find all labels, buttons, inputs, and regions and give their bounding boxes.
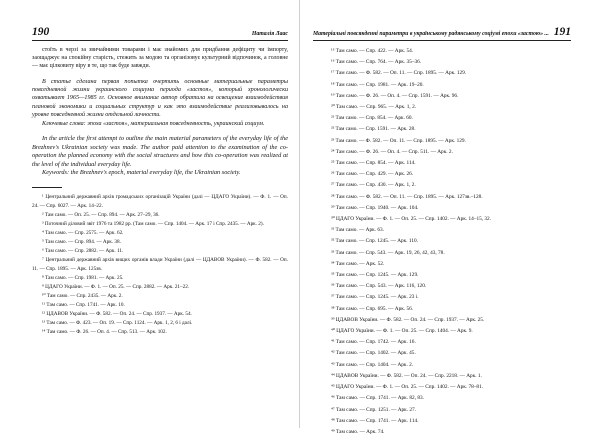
note-item: ¹⁵ Там само. — Спр. 422. — Арк. 54. <box>331 48 414 54</box>
left-page <box>0 0 300 428</box>
note-item: ³¹ Там само. — Арк. 63. <box>331 227 384 234</box>
note-item: ⁴² Там само. — Спр. 1402. — Арк. 45. <box>331 350 416 357</box>
note-item: ³⁴ Там само. — Арк. 52. <box>331 260 385 267</box>
note-item: ¹⁸ Там само. — Спр. 1981. — Арк. 19–20. <box>331 81 424 88</box>
footnote: ⁹ ЦДАГО України. — Ф. 1. — Оп. 25. — Спр. 2882. — Арк. 21–22. <box>42 284 190 291</box>
footnote: ¹³ Там само. — Ф. 423. — Оп. 19. — Спр. 1124. — Арк. 1, 2, 6 і далі. <box>42 320 193 327</box>
footnote: ⁴ Там само. — Спр. 2575. — Арк. 62. <box>42 230 124 237</box>
abstract-ru: В статье сделана первая попытка очертить основные материальные параметры повседневной жизни украинского социума периода «застоя», который хронологически охватывает 1965—1985 гг. Основное внимание автор обратила на освещение взаимодействия плановой экономики и социальных структур и как это взаимодействие реализовывалось на уровне повседневной жизни отдельной личности. <box>32 78 288 119</box>
note-item: ³⁰ ЦДАГО України. — Ф. 1. — Оп. 25. — Спр. 1402. — Арк. 14–15, 32. <box>331 216 492 223</box>
abstract-en: In the article the first attempt to outline the main material parameters of the everyday life of the Brezhnev's Ukrainian society was made. The author paid attention to the examination of the co-operation the planned economy with the social structures and how this co-operation was realized at the level of the individual everyday life. <box>32 135 288 168</box>
footnote: ¹⁰ Там само. — Спр. 2435. — Арк. 2. <box>42 293 123 300</box>
note-item: ²¹ Там само. — Спр. 854. — Арк. 60. <box>331 115 413 122</box>
footnote: ⁵ Там само. — Спр. 894. — Арк. 38. <box>42 239 121 246</box>
right-page <box>302 0 600 435</box>
footnote-divider <box>32 187 62 188</box>
note-item: ¹⁶ Там само. — Спр. 764. — Арк. 35–36. <box>331 59 422 66</box>
footnote: ⁷ Центральний державний архів вищих органів влади України (далі — ЦДАВОВ України). — Ф. 582. — Оп. 11. — Спр. 1895. — Арк. 125зв. <box>32 257 288 273</box>
note-item: ²⁶ Там само. — Спр. 429. — Арк. 26. <box>331 171 414 178</box>
note-item: ⁴⁰ ЦДАГО України. — Ф. 1. — Оп. 25. — Спр. 1404. — Арк. 9. <box>331 328 473 335</box>
note-item: ³⁷ Там само. — Спр. 1245. — Арк. 23 і. <box>331 294 419 301</box>
note-item: ²² Там само. — Спр. 1591. — Арк. 28. <box>331 126 416 133</box>
note-item: ³⁹ ЦДАВОВ України. — Ф. 582. — Оп. 24. — Спр. 1937. — Арк. 25. <box>331 316 485 323</box>
left-page-body <box>32 46 288 337</box>
left-page-number: 190 <box>32 26 50 38</box>
note-item: ⁴⁹ Там само. — Арк. 74. <box>331 428 385 435</box>
footnote: ⁸ Там само. — Спр. 1981. — Арк. 25. <box>42 275 124 282</box>
note-item: ²⁵ Там само. — Спр. 854. — Арк. 114. <box>331 160 416 167</box>
footnote: ¹² ЦДАВОВ України. — Ф. 582. — Оп. 24. — Спр. 1937. — Арк. 54. <box>42 311 192 318</box>
right-running-head <box>313 26 571 41</box>
opening-paragraph: стоїть в черзі за звичайними товарами і має знайомих для придбання дефіциту чи імпорту, заощаджує на спокійну старість, стежить за модою та організовує культурний відпочинок, а головне — має цілковиту віру в те, що так буде завжди. <box>32 47 288 70</box>
footnote: ³ Поточний діловий звіт 1976 та 1982 рр. (Там само. — Спр. 1404. — Арк. 17 і Спр. 2435. — Арк. 2). <box>42 221 264 228</box>
note-item: ⁴⁴ ЦДАВОВ України. — Ф. 582. — Оп. 24. — Спр. 2218. — Арк. 1. <box>331 372 482 379</box>
footnote: ¹⁴ Там само. — Ф. 26. — Оп. 4. — Спр. 513. — Арк. 102. <box>42 329 167 336</box>
left-running-head <box>32 26 288 41</box>
footnote: ⁶ Там само. — Спр. 2882. — Арк. 11. <box>42 248 124 255</box>
note-item: ³² Там само. — Спр. 1245. — Арк. 110. <box>331 238 418 245</box>
note-item: ⁴¹ Там само. — Спр. 1742. — Арк. 16. <box>331 339 416 346</box>
note-item: ²⁴ Там само. — Ф. 26. — Оп. 4. — Спр. 511. — Арк. 2. <box>331 148 453 155</box>
keywords-en: Keywords: the Brezhnev's epoch, material everyday life, the Ukrainian society. <box>42 169 241 177</box>
footnote: ¹ Центральний державний архів громадських організацій України (далі — ЦДАГО України). — Ф. 1. — Оп. 24. — Спр. 6027. — Арк. 14–22. <box>32 194 288 210</box>
note-item: ⁴⁵ ЦДАГО України. — Ф. 1. — Оп. 25. — Спр. 1402. — Арк. 78–81. <box>331 384 484 391</box>
note-item: ⁴⁷ Там само. — Спр. 1251. — Арк. 27. <box>331 406 417 413</box>
note-item: ³³ Там само. — Спр. 543. — Арк. 19, 26, 42, 43, 78. <box>331 249 445 256</box>
left-running-title: Наталія Лаас <box>251 31 288 37</box>
note-item: ³⁸ Там само. — Спр. 695. — Арк. 56. <box>331 305 414 312</box>
footnotes-list <box>32 193 288 337</box>
note-item: ¹⁷ Там само. — Ф. 582. — Оп. 11. — Спр. 1895. — Арк. 129. <box>331 70 467 77</box>
keywords-ru: Ключевые слова: эпоха «застоя», материальная повседневность, украинский социум. <box>42 120 265 127</box>
note-item: ⁴⁶ Там само. — Спр. 1741. — Арк. 82, 83. <box>331 395 424 402</box>
note-item: ³⁶ Там само. — Спр. 543. — Арк. 116, 120. <box>331 283 427 290</box>
note-item: ⁴³ Там само. — Спр. 1404. — Арк. 2. <box>331 361 414 368</box>
note-item: ²⁹ Там само. — Спр. 1940. — Арк. 104. <box>331 204 419 211</box>
notes-list <box>313 46 571 438</box>
right-running-title: Матеріальні повсякденні параметри в українському радянському соціумі епохи «застою» ... <box>313 31 549 37</box>
footnote: ² Там само. — Оп. 25. — Спр. 894. — Арк. 27–29, 36. <box>42 212 160 219</box>
note-item: ¹⁹ Там само. — Ф. 26. — Оп. 4. — Спр. 1591. — Арк. 96. <box>331 92 459 99</box>
note-item: ⁴⁸ Там само. — Спр. 1741. — Арк. 114. <box>331 417 419 424</box>
note-item: ²⁷ Там само. — Спр. 430. — Арк. 1, 2. <box>331 182 416 189</box>
right-page-number: 191 <box>553 26 571 38</box>
footnote: ¹¹ Там само. — Спр. 1741. — Арк. 10. <box>42 302 125 309</box>
note-item: ³⁵ Там само. — Спр. 1245. — Арк. 129. <box>331 272 419 279</box>
note-item: ²⁰ Там само. — Спр. 965. — Арк. 1, 2. <box>331 104 417 111</box>
note-item: ²⁸ Там само. — Ф. 582. — Оп. 11. — Спр. 1895. — Арк. 127зв.–128. <box>331 193 483 200</box>
note-item: ²³ Там само. — Ф. 582. — Оп. 11. — Спр. 1895. — Арк. 129. <box>331 137 466 144</box>
